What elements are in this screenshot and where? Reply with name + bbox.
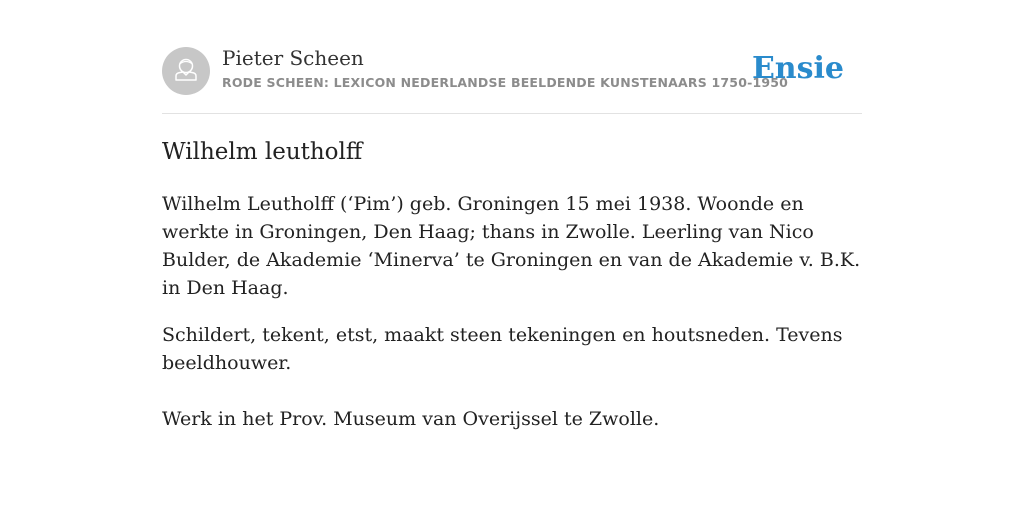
brand-logo[interactable]: Ensie xyxy=(751,51,844,86)
paragraph-biography: Wilhelm Leutholff (‘Pim’) geb. Groningen 15 mei 1938. Woonde en werkte in Groningen, Den Haag; thans in Zwolle. Leerling van Nico Bulder, de Akademie ‘Minerva’ te Groningen en van de Akademie v. B.K. in Den Haag. xyxy=(162,193,861,299)
article-title: Wilhelm leutholff xyxy=(162,139,363,165)
source-lexicon[interactable]: RODE SCHEEN: LEXICON NEDERLANDSE BEELDENDE KUNSTENAARS 1750-1950 xyxy=(222,75,789,90)
author-name[interactable]: Pieter Scheen xyxy=(222,46,364,70)
user-icon xyxy=(162,47,210,95)
paragraph-techniques: Schildert, tekent, etst, maakt steen tekeningen en houtsneden. Tevens beeldhouwer. xyxy=(162,324,843,374)
article-body xyxy=(162,190,862,433)
paragraph-collection: Werk in het Prov. Museum van Overijssel te Zwolle. xyxy=(162,408,660,430)
author-header xyxy=(162,46,862,96)
header-divider xyxy=(162,113,862,114)
avatar[interactable] xyxy=(162,47,210,95)
